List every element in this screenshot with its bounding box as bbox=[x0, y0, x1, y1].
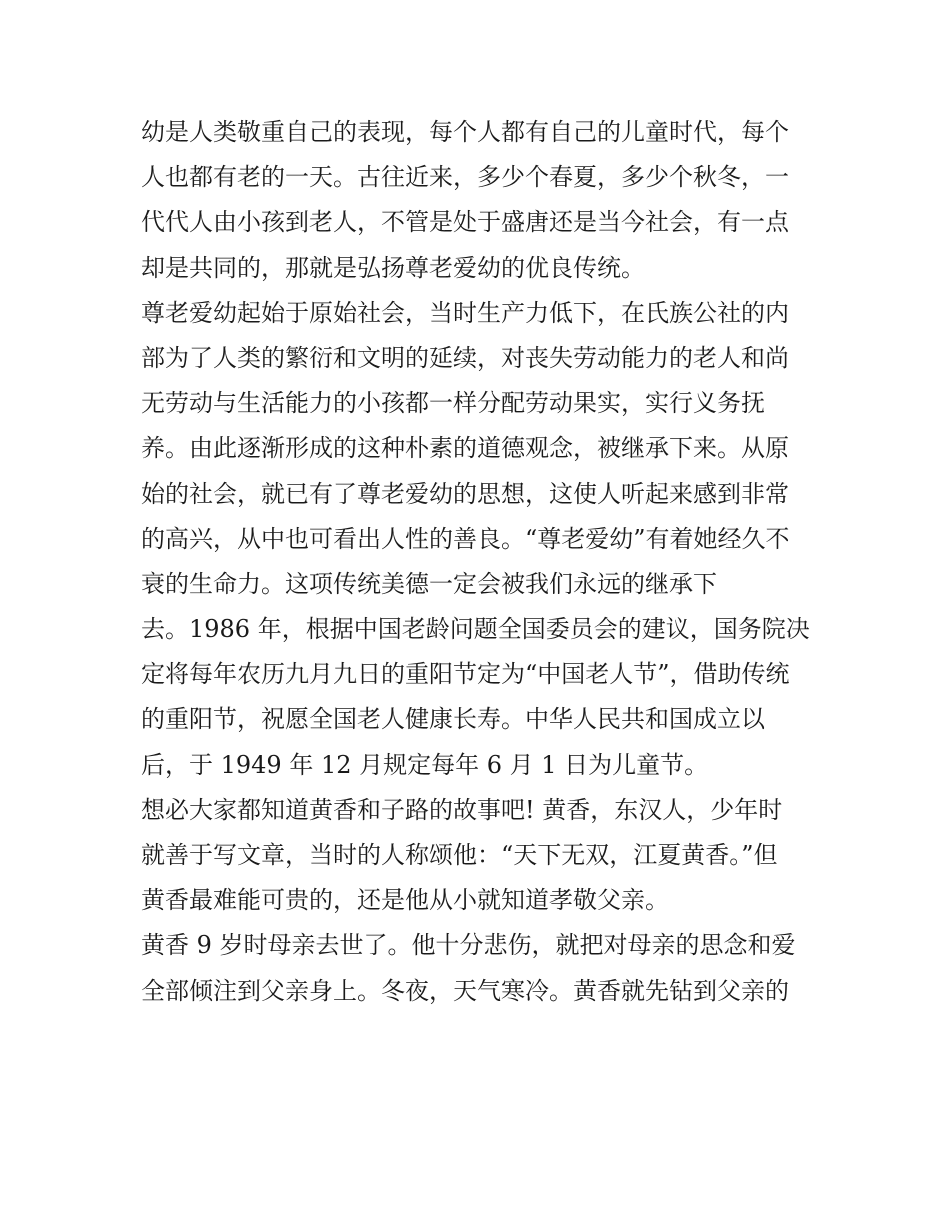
text-line: 却是共同的，那就是弘扬尊老爱幼的优良传统。 bbox=[141, 253, 645, 282]
text-line: 尊老爱幼起始于原始社会，当时生产力低下，在氏族公社的内 bbox=[141, 298, 789, 327]
text-line: 始的社会，就已有了尊老爱幼的思想，这使人听起来感到非常 bbox=[141, 479, 789, 508]
text-line: 的高兴，从中也可看出人性的善良。“尊老爱幼”有着她经久不 bbox=[141, 524, 790, 553]
text-line: 想必大家都知道黄香和子路的故事吧! 黄香，东汉人，少年时 bbox=[141, 795, 783, 824]
text-line: 黄香 9 岁时母亲去世了。他十分悲伤，就把对母亲的思念和爱 bbox=[141, 931, 796, 960]
text-line: 无劳动与生活能力的小孩都一样分配劳动果实，实行义务抚 bbox=[141, 389, 765, 418]
text-line: 人也都有老的一天。古往近来，多少个春夏，多少个秋冬，一 bbox=[141, 163, 789, 192]
text-line: 养。由此逐渐形成的这种朴素的道德观念，被继承下来。从原 bbox=[141, 434, 789, 463]
text-line: 衰的生命力。这项传统美德一定会被我们永远的继承下 bbox=[141, 569, 717, 598]
text-line: 定将每年农历九月九日的重阳节定为“中国老人节”，借助传统 bbox=[141, 660, 790, 689]
text-line: 全部倾注到父亲身上。冬夜，天气寒冷。黄香就先钻到父亲的 bbox=[141, 976, 789, 1005]
text-line: 黄香最难能可贵的，还是他从小就知道孝敬父亲。 bbox=[141, 886, 669, 915]
text-line: 后，于 1949 年 12 月规定每年 6 月 1 日为儿童节。 bbox=[141, 750, 709, 779]
text-line: 去。1986 年，根据中国老龄问题全国委员会的建议，国务院决 bbox=[141, 615, 810, 644]
text-line: 代代人由小孩到老人，不管是处于盛唐还是当今社会，有一点 bbox=[141, 208, 789, 237]
text-line: 幼是人类敬重自己的表现，每个人都有自己的儿童时代，每个 bbox=[141, 118, 789, 146]
document-body bbox=[141, 110, 813, 1014]
text-line: 的重阳节，祝愿全国老人健康长寿。中华人民共和国成立以 bbox=[141, 705, 765, 734]
text-line: 部为了人类的繁衍和文明的延续，对丧失劳动能力的老人和尚 bbox=[141, 343, 789, 372]
text-line: 就善于写文章，当时的人称颂他：“天下无双，江夏黄香。”但 bbox=[141, 841, 778, 869]
